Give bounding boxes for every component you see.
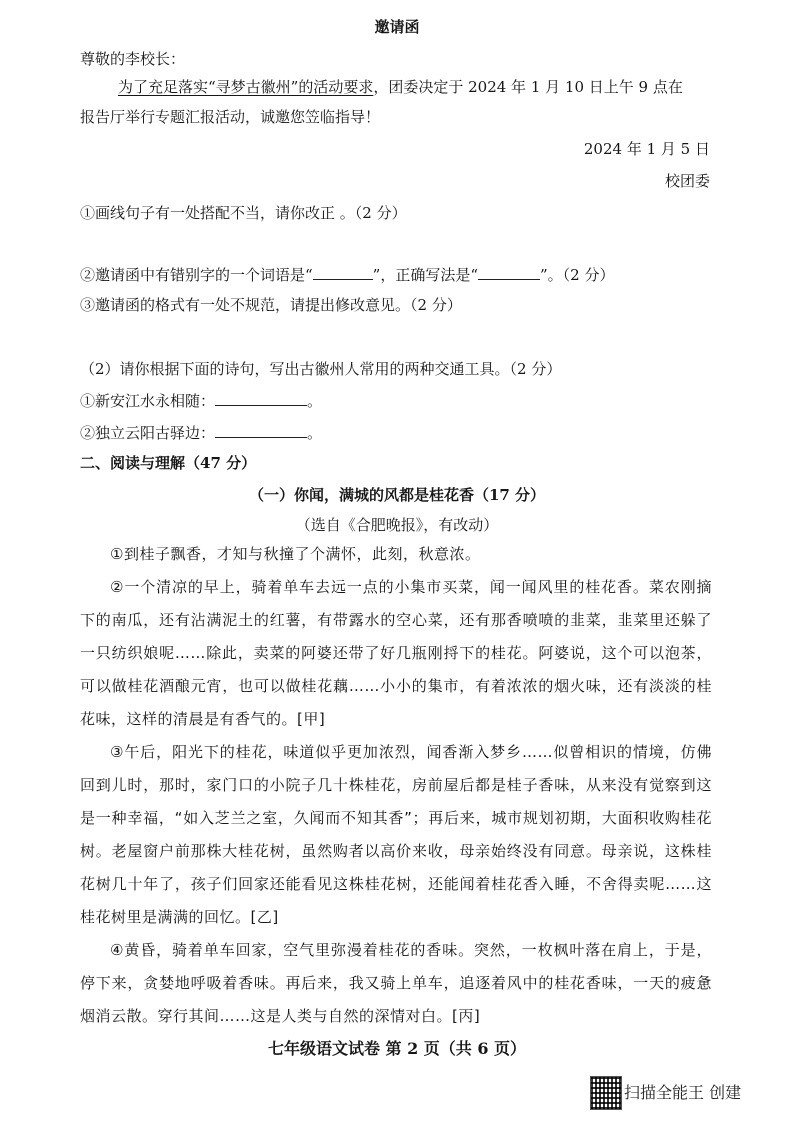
- salutation: 尊敬的李校长：: [80, 50, 186, 68]
- wrong-word-blank[interactable]: [313, 265, 373, 280]
- item2-text-c: ”。（2 分）: [540, 266, 615, 284]
- paragraph-4: ④黄昏，骑着单车回家，空气里弥漫着桂花的香味。突然，一枚枫叶落在肩上，于是，停下来，贪婪地呼吸着香味。再后来，我又骑上单车，追逐着风中的桂花香味，一天的疲惫烟消云散。穿行其间……这是人类与自然的深情对白。[丙]: [80, 941, 712, 1025]
- paragraph-2: ②一个清凉的早上，骑着单车去远一点的小集市买菜，闻一闻风里的桂花香。菜农刚摘下的南瓜，还有沾满泥土的红薯，有带露水的空心菜，还有那香喷喷的韭菜，韭菜里还躲了一只纺织娘呢……除此，卖菜的阿婆还带了好几瓶刚捋下的桂花。阿婆说，这个可以泡茶，可以做桂花酒酿元宵，也可以做桂花藕……小小的集市，有着浓浓的烟火味，还有淡淡的桂花味，这样的清晨是有香气的。[甲]: [80, 578, 712, 728]
- item2-text-a: ②邀请函中有错别字的一个词语是“: [80, 266, 313, 284]
- invitation-body-line1: [118, 76, 710, 98]
- invitation-sender: 校团委: [664, 172, 710, 190]
- article-title: （一）你闻，满城的风都是桂花香（17 分）: [248, 486, 546, 504]
- question-2-prompt: （2）请你根据下面的诗句，写出古徽州人常用的两种交通工具。（2 分）: [80, 360, 562, 378]
- qr-code-icon: [590, 1076, 622, 1110]
- underlined-sentence: 为了充足落实“寻梦古徽州”的活动要求: [118, 78, 374, 96]
- correct-word-blank[interactable]: [478, 265, 540, 280]
- question-1-item-2: [80, 264, 710, 286]
- section-2-heading: 二、阅读与理解（47 分）: [80, 454, 257, 472]
- poem-line-1: ①新安江水永相随：: [80, 392, 216, 410]
- paragraph-3: ③午后，阳光下的桂花，味道似乎更加浓烈，闻香渐入梦乡……似曾相识的情境，仿佛回到儿时，那时，家门口的小院子几十株桂花，房前屋后都是桂子香味，从来没有觉察到这是一种幸福，“如入芝兰之室，久闻而不知其香”；再后来，城市规划初期，大面积收购桂花树。老屋窗户前那株大桂花树，虽然购者以高价来收，母亲始终没有同意。母亲说，这株桂花树几十年了，孩子们回家还能看见这株桂花树，还能闻着桂花香入睡，不舍得卖呢……这桂花树里是满满的回忆。[乙]: [80, 743, 712, 926]
- invitation-title: 邀请函: [374, 18, 420, 36]
- invitation-body-line2: 报告厅举行专题汇报活动，诚邀您笠临指导！: [80, 108, 381, 126]
- article-source: （选自《合肥晚报》，有改动）: [295, 516, 499, 534]
- page-footer: 七年级语文试卷 第 2 页（共 6 页）: [267, 1039, 527, 1058]
- article-body: [80, 538, 712, 1033]
- answer-blank-2[interactable]: [215, 423, 307, 438]
- question-2-line-1: [80, 390, 710, 412]
- question-2-line-2: [80, 422, 710, 444]
- body-rest: ，团委决定于 2024 年 1 月 10 日上午 9 点在: [373, 78, 683, 96]
- item2-text-b: ”，正确写法是“: [372, 266, 479, 284]
- poem-line-2: ②独立云阳古驿边：: [80, 424, 216, 442]
- invitation-date: 2024 年 1 月 5 日: [583, 140, 710, 158]
- question-1-item-3: ③邀请函的格式有一处不规范，请提出修改意见。（2 分）: [80, 296, 462, 314]
- question-1-item-1: ①画线句子有一处搭配不当，请你改正 。（2 分）: [80, 204, 407, 222]
- line-1-period: 。: [307, 392, 323, 410]
- answer-blank-1[interactable]: [215, 391, 307, 406]
- line-2-period: 。: [307, 424, 323, 442]
- paragraph-1: ①到桂子飘香，才知与秋撞了个满怀，此刻，秋意浓。: [110, 545, 481, 563]
- scanner-watermark: 扫描全能王 创建: [624, 1083, 742, 1102]
